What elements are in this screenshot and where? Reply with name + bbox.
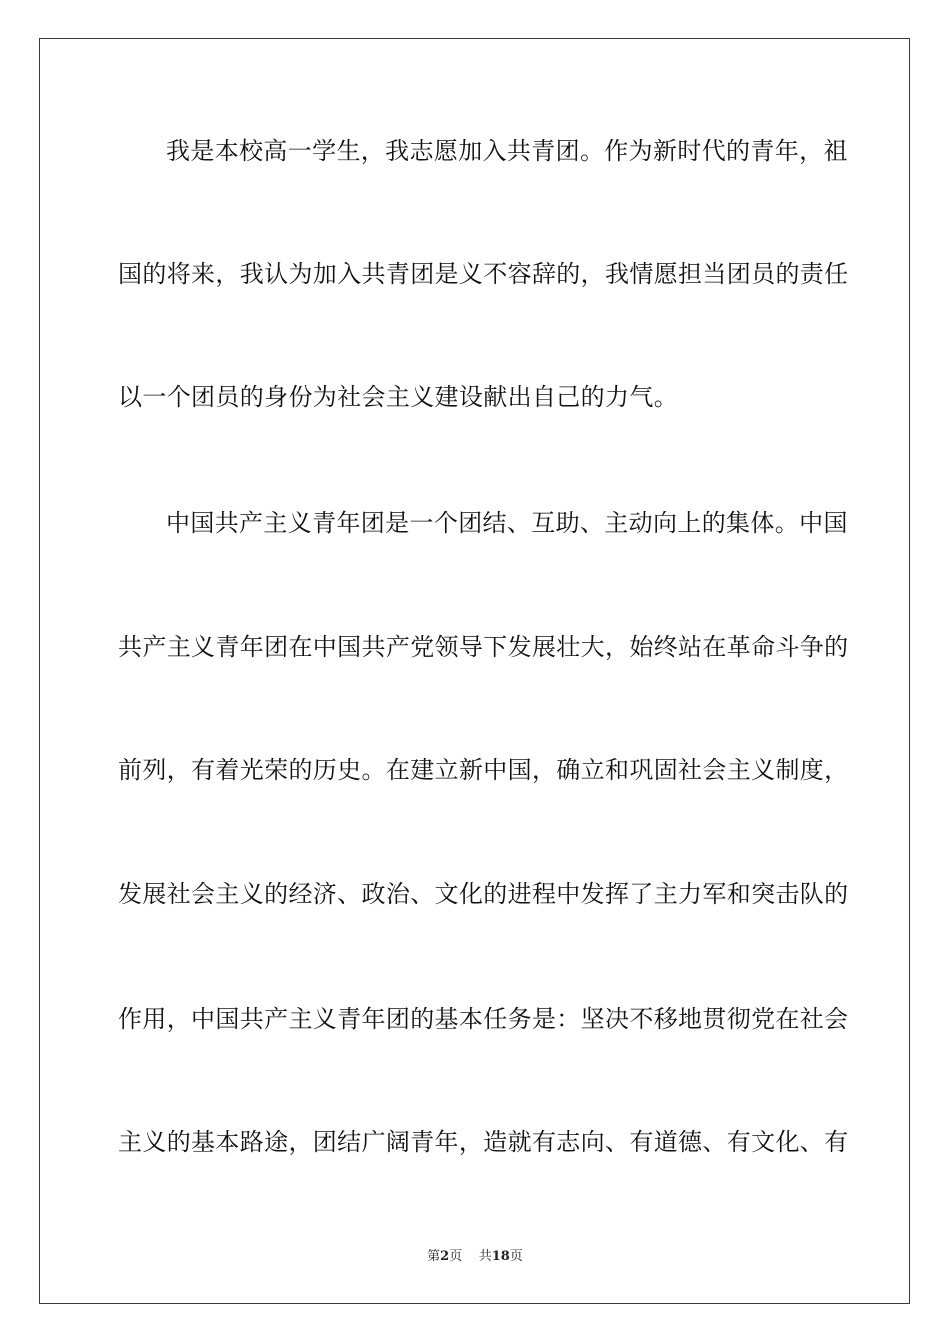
page-footer — [0, 1248, 950, 1266]
page-number: 2 — [440, 1249, 450, 1264]
page-suffix: 页 — [449, 1249, 463, 1264]
paragraph-2-line-2: 共产主义青年团在中国共产党领导下发展壮大，始终站在革命斗争的 — [118, 633, 849, 661]
page-border — [39, 38, 910, 1304]
paragraph-1-line-1: 我是本校高一学生，我志愿加入共青团。作为新时代的青年，祖 — [166, 137, 848, 165]
paragraph-2-line-1: 中国共产主义青年团是一个团结、互助、主动向上的集体。中国 — [166, 509, 848, 537]
paragraph-2-line-6: 主义的基本路途，团结广阔青年，造就有志向、有道德、有文化、有 — [118, 1128, 849, 1156]
total-pages: 18 — [491, 1249, 510, 1264]
paragraph-2-line-3: 前列，有着光荣的历史。在建立新中国，确立和巩固社会主义制度， — [118, 756, 849, 784]
total-prefix: 共 — [478, 1249, 492, 1264]
paragraph-2-line-5: 作用，中国共产主义青年团的基本任务是：坚决不移地贯彻党在社会 — [118, 1005, 849, 1033]
paragraph-2-line-4: 发展社会主义的经济、政治、文化的进程中发挥了主力军和突击队的 — [118, 880, 849, 908]
paragraph-1-line-2: 国的将来，我认为加入共青团是义不容辞的，我情愿担当团员的责任 — [118, 260, 849, 288]
paragraph-1-line-3: 以一个团员的身份为社会主义建设献出自己的力气。 — [118, 383, 679, 411]
total-suffix: 页 — [509, 1249, 523, 1264]
page-prefix: 第 — [427, 1249, 441, 1264]
